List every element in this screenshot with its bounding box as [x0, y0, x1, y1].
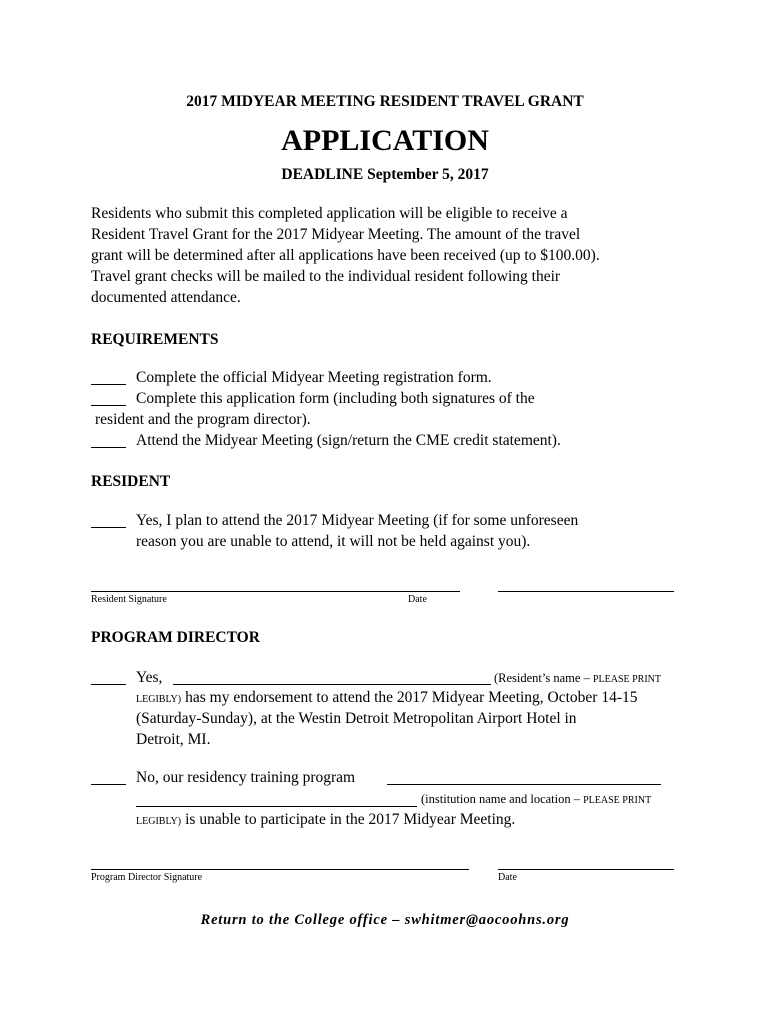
resident-attend-text: Yes, I plan to attend the 2017 Midyear Meeting (if for some unforeseen	[136, 512, 579, 529]
director-date-line[interactable]	[498, 869, 674, 870]
institution-field[interactable]	[136, 793, 417, 807]
intro-line: Travel grant checks will be mailed to the individual resident following their	[91, 268, 561, 285]
institution-instruction-text: (institution name and location –	[421, 792, 580, 806]
legibly-label: LEGIBLY)	[136, 816, 182, 827]
please-print-label: PLEASE PRINT	[592, 674, 662, 685]
institution-instruction	[421, 792, 651, 807]
director-yes-checkbox[interactable]	[91, 671, 126, 685]
please-print-label: PLEASE PRINT	[583, 795, 652, 806]
director-no-checkbox[interactable]	[91, 771, 126, 785]
intro-line: grant will be determined after all applications have been received (up to $100.00).	[91, 247, 600, 264]
director-date-label: Date	[498, 872, 517, 883]
requirement-2-continuation: resident and the program director).	[95, 411, 311, 428]
resident-attend-text-continuation: reason you are unable to attend, it will not be held against you).	[136, 533, 531, 550]
requirement-2-text: Complete this application form (including both signatures of the	[136, 390, 535, 407]
requirement-3-checkbox[interactable]	[91, 434, 126, 448]
requirement-2-checkbox[interactable]	[91, 392, 126, 406]
director-signature-label: Program Director Signature	[91, 872, 203, 883]
director-endorsement-text: has my endorsement to attend the 2017 Midyear Meeting, October 14-15	[185, 689, 638, 706]
intro-line: Resident Travel Grant for the 2017 Midyear Meeting. The amount of the travel	[91, 226, 581, 243]
legibly-label: LEGIBLY)	[136, 694, 182, 705]
director-yes-line-4: Detroit, MI.	[136, 731, 211, 748]
director-no-label: No, our residency training program	[136, 769, 356, 786]
director-yes-line-3: (Saturday-Sunday), at the Westin Detroit Metropolitan Airport Hotel in	[136, 710, 577, 727]
deadline: DEADLINE September 5, 2017	[281, 166, 489, 183]
intro-line: documented attendance.	[91, 289, 241, 306]
resident-date-label: Date	[408, 594, 427, 605]
form-title: 2017 MIDYEAR MEETING RESIDENT TRAVEL GRANT	[186, 93, 584, 110]
return-instructions: Return to the College office – swhitmer@aocoohns.org	[200, 912, 570, 928]
resident-name-instruction	[494, 671, 661, 686]
requirement-3-text: Attend the Midyear Meeting (sign/return the CME credit statement).	[136, 432, 561, 449]
director-signature-line[interactable]	[91, 869, 469, 870]
director-no-text: is unable to participate in the 2017 Midyear Meeting.	[185, 811, 516, 828]
resident-name-field[interactable]	[173, 671, 491, 685]
form-subtitle: APPLICATION	[281, 124, 489, 157]
resident-heading: RESIDENT	[91, 473, 171, 490]
resident-signature-line[interactable]	[91, 591, 460, 592]
program-director-heading: PROGRAM DIRECTOR	[91, 629, 260, 646]
resident-signature-label: Resident Signature	[91, 594, 167, 605]
residency-program-field[interactable]	[387, 771, 661, 785]
resident-name-instruction-text: (Resident’s name –	[494, 671, 590, 685]
director-yes-label: Yes,	[136, 669, 163, 686]
director-yes-line-2	[136, 688, 638, 709]
intro-line: Residents who submit this completed application will be eligible to receive a	[91, 205, 568, 222]
requirement-1-checkbox[interactable]	[91, 371, 126, 385]
resident-attend-checkbox[interactable]	[91, 514, 126, 528]
resident-date-line[interactable]	[498, 591, 674, 592]
director-no-line-3	[136, 810, 515, 831]
requirement-1-text: Complete the official Midyear Meeting registration form.	[136, 369, 492, 386]
requirements-heading: REQUIREMENTS	[91, 331, 219, 348]
